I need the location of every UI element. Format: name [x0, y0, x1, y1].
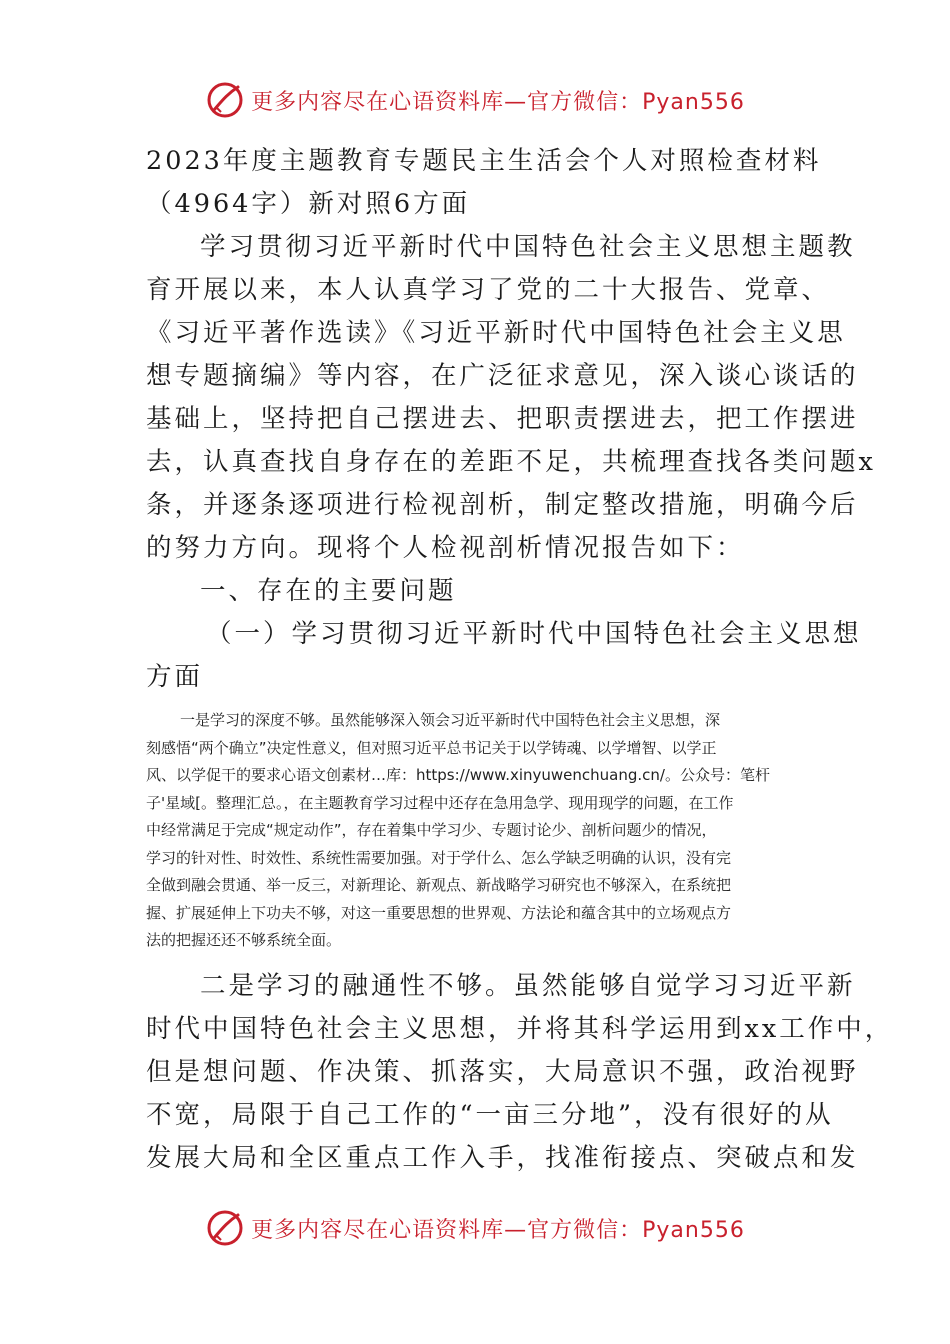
paragraph-line: 二是学习的融通性不够。虽然能够自觉学习习近平新: [200, 970, 856, 1001]
paragraph-line: 时代中国特色社会主义思想，并将其科学运用到xx工作中，: [146, 1013, 894, 1044]
subsection-heading: [146, 613, 862, 699]
paragraph-line: 条，并逐条逐项进行检视剖析，制定整改措施，明确今后: [146, 490, 859, 520]
watermark-text: 更多内容尽在心语资料库—官方微信：Pyan556: [251, 1217, 745, 1243]
heading-line: （一）学习贯彻习近平新时代中国特色社会主义思想: [206, 619, 862, 649]
pen-swirl-icon: [205, 80, 245, 120]
watermark-banner-top: [0, 78, 950, 122]
document-body: [146, 140, 894, 1180]
paragraph-line: 不宽，局限于自己工作的“一亩三分地”，没有很好的从: [146, 1099, 834, 1130]
pen-swirl-icon: [205, 1208, 245, 1248]
paragraph-line: 的努力方向。现将个人检视剖析情况报告如下：: [146, 533, 745, 563]
paragraph-line: 刻感悟“两个确立”决定性意义，但对照习近平总书记关于以学铸魂、以学增智、以学正: [146, 738, 717, 757]
watermark-banner-bottom: [0, 1206, 950, 1250]
paragraph-line: 一是学习的深度不够。虽然能够深入领会习近平新时代中国特色社会主义思想，深: [180, 711, 721, 729]
paragraph-line: 《习近平著作选读》《习近平新时代中国特色社会主义思: [146, 318, 846, 348]
document-title: [146, 140, 822, 226]
paragraph-line: 中经常满足于完成“规定动作”，存在着集中学习少、专题讨论少、剖析问题少的情况，: [146, 821, 717, 839]
paragraph-line: 子'星域[。整理汇总。，在主题教育学习过程中还存在急用急学、现用现学的问题，在工作: [146, 793, 734, 812]
watermark-text: 更多内容尽在心语资料库—官方微信：Pyan556: [251, 89, 745, 115]
paragraph-line: 学习的针对性、时效性、系统性需要加强。对于学什么、怎么学缺乏明确的认识，没有完: [146, 848, 732, 867]
title-line: 2023年度主题教育专题民主生活会个人对照检查材料: [146, 146, 822, 176]
paragraph-line: 法的把握还还不够系统全面。: [146, 931, 342, 949]
heading-line: 方面: [146, 662, 204, 692]
section-heading: 一、存在的主要问题: [200, 576, 457, 606]
point-one-paragraph: [146, 707, 808, 955]
paragraph-line: 想专题摘编》等内容，在广泛征求意见，深入谈心谈话的: [146, 361, 859, 391]
point-two-paragraph: [146, 965, 894, 1180]
paragraph-line: 握、扩展延伸上下功夫不够，对这一重要思想的世界观、方法论和蕴含其中的立场观点方: [146, 903, 732, 922]
paragraph-line: 全做到融会贯通、举一反三，对新理论、新观点、新战略学习研究也不够深入，在系统把: [146, 876, 732, 894]
paragraph-line: 去，认真查找自身存在的差距不足，共梳理查找各类问题x: [146, 447, 876, 477]
paragraph-line: 风、以学促干的要求心语文创素材…库：https://www.xinyuwenchuang.cn/。公众号：笔杆: [146, 766, 770, 784]
paragraph-line: 育开展以来，本人认真学习了党的二十大报告、党章、: [146, 275, 831, 305]
title-line: （4964字）新对照6方面: [146, 189, 471, 219]
paragraph-line: 学习贯彻习近平新时代中国特色社会主义思想主题教: [200, 232, 856, 262]
paragraph-line: 发展大局和全区重点工作入手，找准衔接点、突破点和发: [146, 1142, 859, 1173]
paragraph-line: 但是想问题、作决策、抓落实，大局意识不强，政治视野: [146, 1056, 859, 1087]
intro-paragraph: [146, 226, 876, 570]
paragraph-line: 基础上，坚持把自己摆进去、把职责摆进去，把工作摆进: [146, 404, 859, 434]
